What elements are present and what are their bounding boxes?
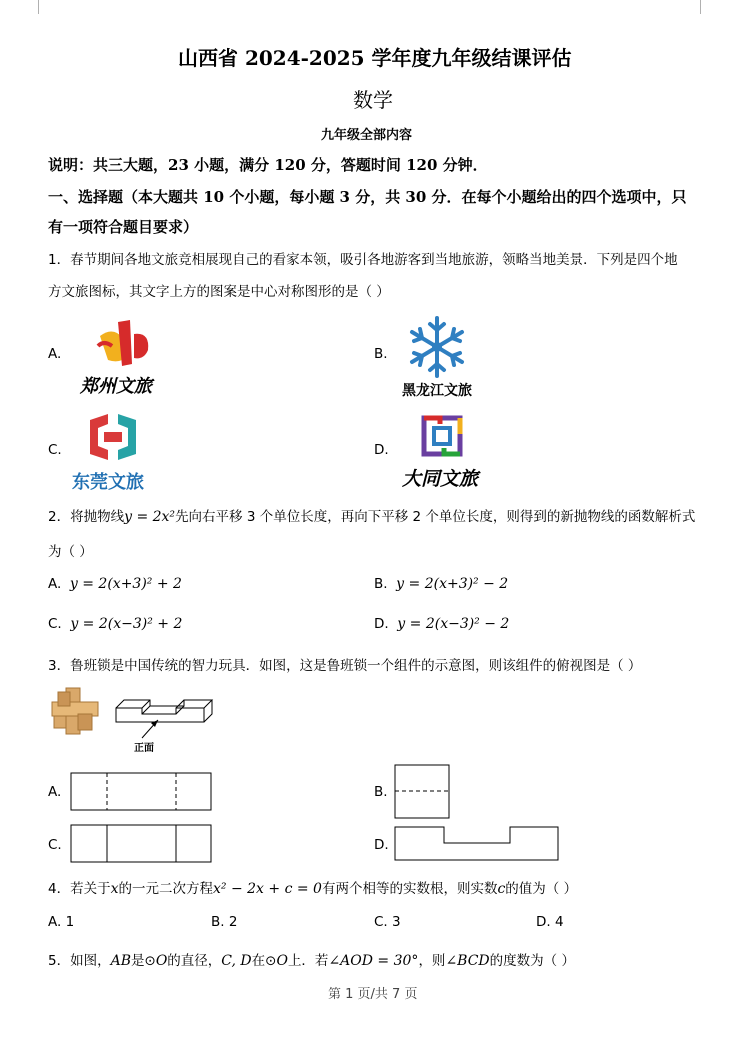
- q4-var-c: c: [497, 881, 506, 897]
- section1-heading-line1: 一、选择题（本大题共 10 个小题，每小题 3 分，共 30 分．在每个小题给出的四个选项中，只: [48, 188, 687, 206]
- q3-option-d-label[interactable]: D.: [374, 837, 389, 853]
- q4-expr: x² − 2x + c = 0: [213, 881, 322, 897]
- q2-expr: y = 2x²: [124, 509, 176, 525]
- q2-option-d-expr: y = 2(x−3)² − 2: [397, 616, 510, 632]
- q2-option-b[interactable]: [374, 576, 508, 592]
- q5-t2: 的直径，: [167, 953, 222, 969]
- q4-text-pre: 4．若关于: [48, 881, 111, 897]
- q4-option-c[interactable]: C. 3: [374, 914, 401, 930]
- dongguan-logo-icon: [82, 410, 144, 464]
- q2-text-line2: 为（ ）: [48, 544, 93, 560]
- q5-o: O: [155, 953, 168, 969]
- q2-option-b-label: B.: [374, 576, 388, 592]
- q1-text-line1: 1．春节期间各地文旅竞相展现自己的看家本领，吸引各地游客到当地旅游，领略当地美景．下列是四个地: [48, 252, 678, 268]
- q3-text: 3．鲁班锁是中国传统的智力玩具．如图，这是鲁班锁一个组件的示意图，则该组件的俯视图是（ ）: [48, 658, 642, 674]
- q5-ab: AB: [110, 953, 131, 969]
- q5-t3: 在⊙: [251, 953, 277, 969]
- q3-option-c-figure: [70, 824, 214, 864]
- datong-logo: [420, 414, 464, 458]
- subject-title: 数学: [353, 88, 393, 112]
- q4-text-post: 的值为（ ）: [505, 881, 578, 897]
- luban-lock-photo: [48, 686, 102, 736]
- q2-option-d-label: D.: [374, 616, 389, 632]
- q2-text-line1: [48, 505, 695, 525]
- arrow-icon: [136, 716, 166, 740]
- q1-option-b-label[interactable]: B.: [374, 346, 388, 362]
- q1-option-b-caption: 黑龙江文旅: [402, 383, 472, 399]
- q3-option-a-label[interactable]: A.: [48, 784, 62, 800]
- corner-mark-tl: [38, 0, 39, 14]
- q3-option-c-label[interactable]: C.: [48, 837, 62, 853]
- q2-text-pre: 2．将抛物线: [48, 509, 125, 525]
- q4-option-a[interactable]: A. 1: [48, 914, 75, 930]
- q4-text-mid: 的一元二次方程: [118, 881, 213, 897]
- corner-mark-tr: [700, 0, 701, 14]
- q2-text-post: 先向右平移 3 个单位长度，再向下平移 2 个单位长度，则得到的新抛物线的函数解析式: [175, 509, 696, 525]
- q5-text: [48, 949, 575, 969]
- front-arrow: [136, 716, 166, 740]
- q1-option-d-caption: 大同文旅: [402, 468, 479, 490]
- q4-text-mid2: 有两个相等的实数根，则实数: [321, 881, 498, 897]
- q4-var-x: x: [110, 881, 119, 897]
- q2-option-d[interactable]: [374, 616, 509, 632]
- q1-option-c-caption: 东莞文旅: [72, 472, 144, 493]
- top-view-d-icon: [394, 826, 560, 862]
- q2-option-c-expr: y = 2(x−3)² + 2: [70, 616, 183, 632]
- q5-o2: O: [276, 953, 288, 969]
- top-view-b-icon: [394, 764, 452, 820]
- q3-option-d-figure: [394, 826, 560, 862]
- q3-option-a-figure: [70, 772, 214, 812]
- q5-text-pre: 5．如图，: [48, 953, 111, 969]
- q5-angle: ∠AOD = 30°: [328, 953, 419, 969]
- datong-logo-icon: [420, 414, 464, 458]
- page-title: 山西省 2024-2025 学年度九年级结课评估: [178, 46, 572, 70]
- q2-option-c-label: C.: [48, 616, 62, 632]
- q5-t1: 是⊙: [131, 953, 156, 969]
- q2-option-a-label: A.: [48, 576, 62, 592]
- q1-option-a-label[interactable]: A.: [48, 346, 62, 362]
- q4-text: [48, 877, 577, 897]
- q2-option-a[interactable]: [48, 576, 182, 592]
- scope-note: 九年级全部内容: [321, 128, 413, 143]
- q3-option-b-label[interactable]: B.: [374, 784, 388, 800]
- q2-option-c[interactable]: [48, 616, 182, 632]
- page-footer: 第 1 页/共 7 页: [328, 987, 418, 1002]
- q2-option-a-expr: y = 2(x+3)² + 2: [69, 576, 182, 592]
- q5-angle2: ∠BCD: [445, 953, 490, 969]
- q3-option-b-figure: [394, 764, 452, 820]
- q5-t5: ，则: [418, 953, 446, 969]
- snowflake-icon: [404, 314, 470, 380]
- q5-cd: C, D: [221, 953, 252, 969]
- q1-option-d-label[interactable]: D.: [374, 442, 389, 458]
- q4-option-d[interactable]: D. 4: [536, 914, 564, 930]
- top-view-c-icon: [70, 824, 214, 864]
- q1-option-a-caption: 郑州文旅: [80, 376, 152, 397]
- dongguan-logo: [82, 410, 144, 464]
- heilongjiang-logo: [404, 314, 470, 380]
- q1-text-line2: 方文旅图标，其文字上方的图案是中心对称图形的是（ ）: [48, 284, 390, 300]
- q4-option-b[interactable]: B. 2: [211, 914, 238, 930]
- q1-option-c-label[interactable]: C.: [48, 442, 62, 458]
- top-view-a-icon: [70, 772, 214, 812]
- q5-t6: 的度数为（ ）: [489, 953, 575, 969]
- q5-t4: 上．若: [287, 953, 329, 969]
- section1-heading-line2: 有一项符合题目要求）: [48, 218, 199, 236]
- front-label: 正面: [134, 743, 154, 754]
- luban-lock-icon: [48, 686, 102, 736]
- instructions: 说明：共三大题，23 小题，满分 120 分，答题时间 120 分钟．: [48, 156, 488, 174]
- q2-option-b-expr: y = 2(x+3)² − 2: [396, 576, 509, 592]
